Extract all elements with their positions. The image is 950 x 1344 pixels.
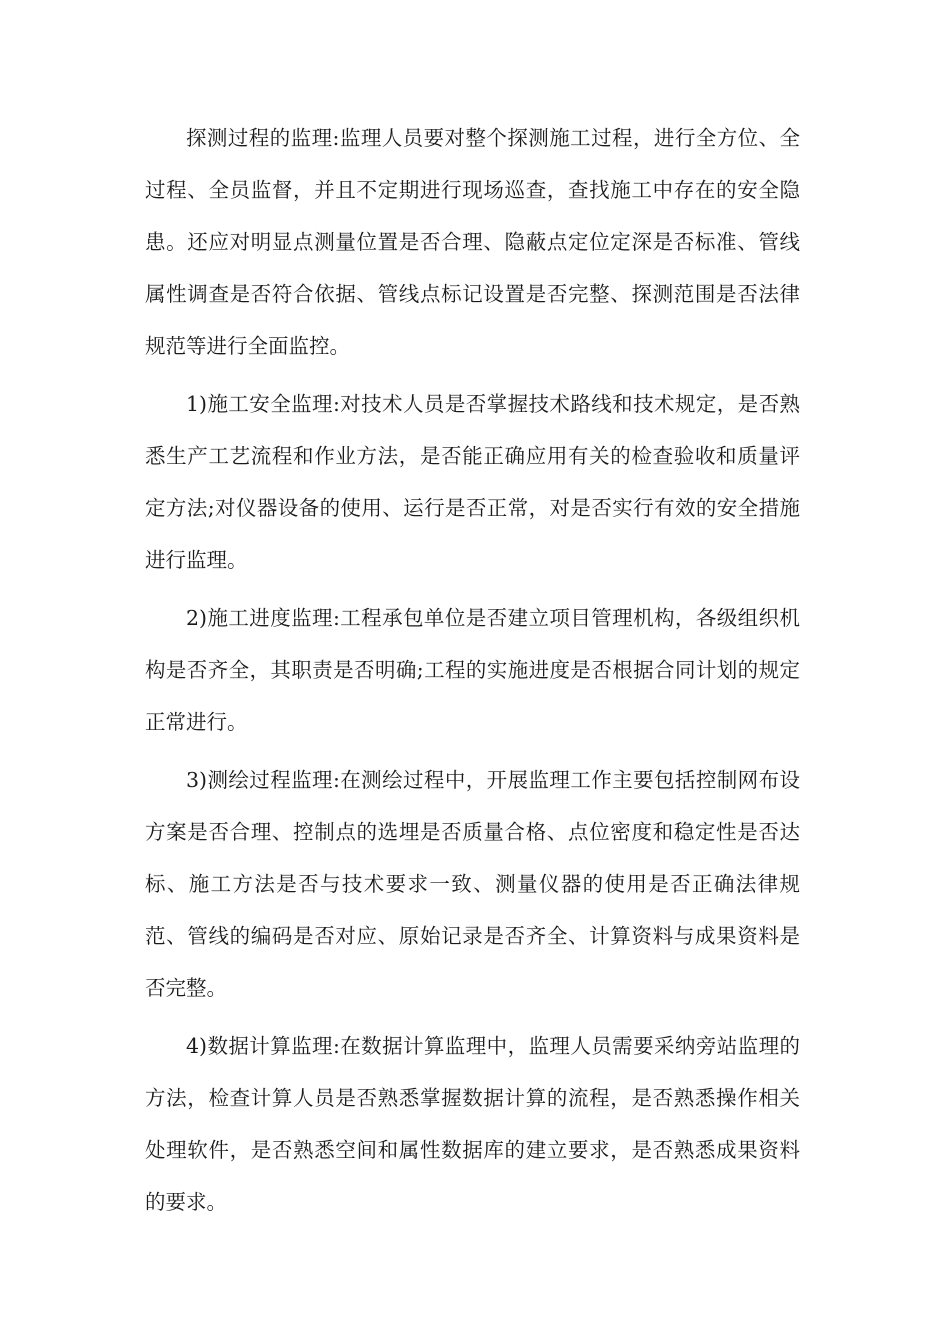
- document-body: [145, 112, 800, 1228]
- paragraph-construction-progress: 2)施工进度监理:工程承包单位是否建立项目管理机构，各级组织机构是否齐全，其职责是否明确;工程的实施进度是否根据合同计划的规定正常进行。: [145, 606, 800, 734]
- paragraph-surveying-process: 3)测绘过程监理:在测绘过程中，开展监理工作主要包括控制网布设方案是否合理、控制点的选埋是否质量合格、点位密度和稳定性是否达标、施工方法是否与技术要求一致、测量仪器的使用是否正确法律规范、管线的编码是否对应、原始记录是否齐全、计算资料与成果资料是否完整。: [145, 768, 800, 1000]
- paragraph-construction-safety: 1)施工安全监理:对技术人员是否掌握技术路线和技术规定，是否熟悉生产工艺流程和作业方法，是否能正确应用有关的检查验收和质量评定方法;对仪器设备的使用、运行是否正常，对是否实行有效的安全措施进行监理。: [145, 392, 800, 572]
- paragraph-detection-supervision: 探测过程的监理:监理人员要对整个探测施工过程，进行全方位、全过程、全员监督，并且不定期进行现场巡查，查找施工中存在的安全隐患。还应对明显点测量位置是否合理、隐蔽点定位定深是否标准、管线属性调查是否符合依据、管线点标记设置是否完整、探测范围是否法律规范等进行全面监控。: [145, 126, 800, 358]
- paragraph-data-calculation: 4)数据计算监理:在数据计算监理中，监理人员需要采纳旁站监理的方法，检查计算人员是否熟悉掌握数据计算的流程，是否熟悉操作相关处理软件，是否熟悉空间和属性数据库的建立要求，是否熟悉成果资料的要求。: [145, 1034, 800, 1214]
